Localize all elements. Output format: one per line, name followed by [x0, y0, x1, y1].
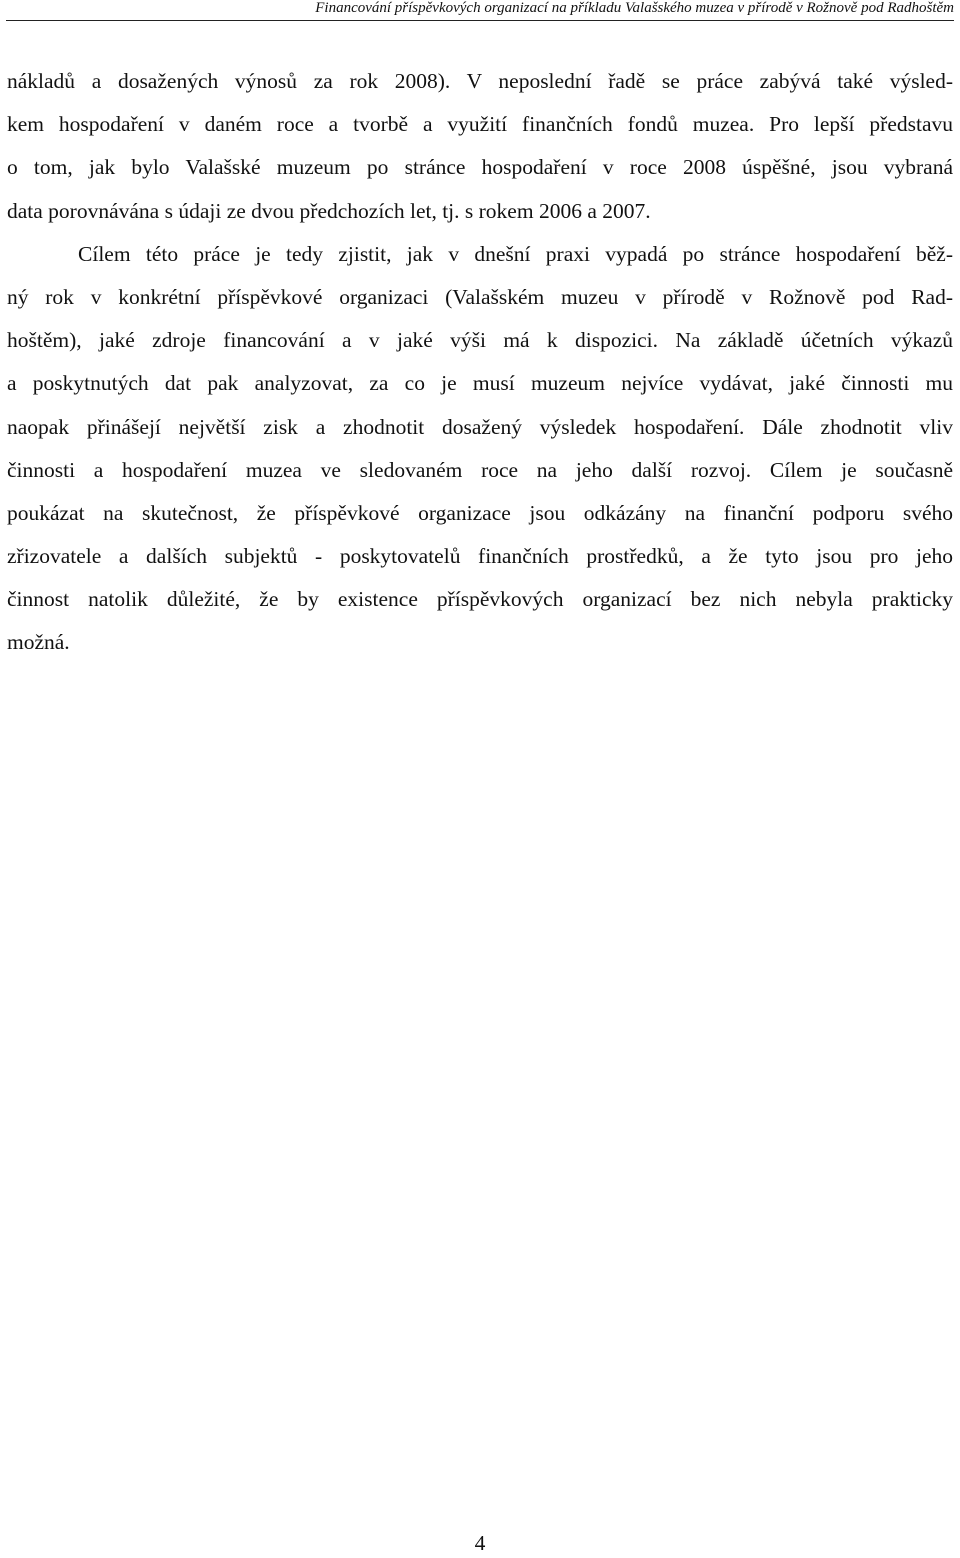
paragraph-2	[7, 233, 953, 665]
text-line: a poskytnutých dat pak analyzovat, za co je musí muzeum nejvíce vydávat, jaké činnosti mu	[7, 371, 953, 396]
text-line: poukázat na skutečnost, že příspěvkové organizace jsou odkázány na finanční podporu svého	[7, 500, 953, 525]
page-number: 4	[474, 1531, 486, 1555]
paragraph-1	[7, 60, 953, 233]
text-line: činnosti a hospodaření muzea ve sledovaném roce na jeho další rozvoj. Cílem je současně	[7, 457, 953, 482]
body-text	[7, 60, 953, 665]
header-divider	[6, 20, 954, 21]
running-header: Financování příspěvkových organizací na příkladu Valašského muzea v přírodě v Rožnově pod Radhoštěm	[315, 0, 954, 16]
text-line: nákladů a dosažených výnosů za rok 2008). V neposlední řadě se práce zabývá také výsled-	[7, 69, 953, 93]
text-line: možná.	[7, 630, 70, 655]
text-line: činnost natolik důležité, že by existence příspěvkových organizací bez nich nebyla prakticky	[7, 587, 953, 612]
text-line: zřizovatele a dalších subjektů - poskytovatelů finančních prostředků, a že tyto jsou pro jeho	[7, 544, 953, 569]
text-line: Cílem této práce je tedy zjistit, jak v dnešní praxi vypadá po stránce hospodaření běž-	[78, 241, 953, 266]
text-line: hoštěm), jaké zdroje financování a v jaké výši má k dispozici. Na základě účetních výkazů	[7, 328, 953, 353]
text-line: ný rok v konkrétní příspěvkové organizaci (Valašském muzeu v přírodě v Rožnově pod Rad-	[7, 284, 953, 309]
text-line: naopak přinášejí největší zisk a zhodnotit dosažený výsledek hospodaření. Dále zhodnotit vliv	[7, 414, 953, 439]
text-line: kem hospodaření v daném roce a tvorbě a využití finančních fondů muzea. Pro lepší představu	[7, 112, 953, 137]
text-line: o tom, jak bylo Valašské muzeum po stránce hospodaření v roce 2008 úspěšné, jsou vybraná	[7, 155, 953, 180]
text-line: data porovnávána s údaji ze dvou předchozích let, tj. s rokem 2006 a 2007.	[7, 198, 651, 223]
